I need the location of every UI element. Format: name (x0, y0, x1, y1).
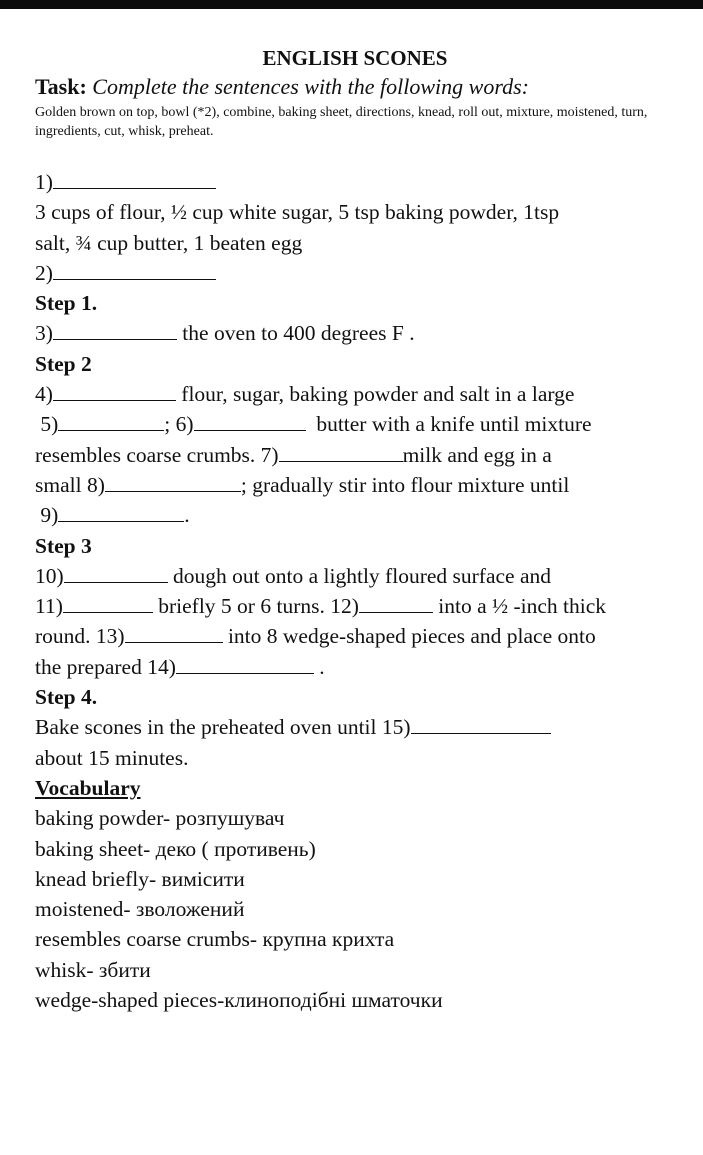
vocabulary-item: knead briefly- вимісити (35, 866, 245, 891)
ingredients-line-1: 3 cups of flour, ½ cup white sugar, 5 tsp baking powder, 1tsp (35, 200, 560, 225)
blank-10[interactable] (64, 562, 168, 583)
line-11 (35, 591, 675, 621)
vocabulary-heading: Vocabulary (35, 775, 141, 800)
worksheet (35, 44, 675, 1015)
blank-3[interactable] (53, 319, 177, 340)
line-2 (35, 258, 675, 288)
line-9 (35, 500, 675, 530)
task-line (35, 72, 675, 102)
blank-14[interactable] (176, 653, 314, 674)
line-13 (35, 621, 675, 651)
line-15 (35, 712, 675, 742)
ingredients-line-2: salt, ¾ cup butter, 1 beaten egg (35, 230, 303, 255)
blank-9[interactable] (58, 501, 184, 522)
step-4-text-b: about 15 minutes. (35, 745, 189, 770)
line-7 (35, 440, 675, 470)
item-number: 10) (35, 563, 64, 588)
step-3-text-f: the prepared 14) (35, 654, 176, 679)
step-2-text-e: small 8) (35, 472, 105, 497)
step-3-text-a: dough out onto a lightly floured surface and (173, 563, 551, 588)
task-label: Task: (35, 74, 87, 99)
line-5 (35, 409, 675, 439)
vocabulary-item: baking powder- розпушувач (35, 806, 285, 831)
step-2-text-b: butter with a knife until mixture (316, 412, 592, 437)
item-number: 11) (35, 594, 63, 619)
step-4-text-a: Bake scones in the preheated oven until 15) (35, 715, 411, 740)
step-3-heading: Step 3 (35, 533, 92, 558)
line-10 (35, 561, 675, 591)
vocabulary-item: baking sheet- деко ( противень) (35, 836, 316, 861)
blank-15[interactable] (411, 713, 551, 734)
vocabulary-item: wedge-shaped pieces-клиноподібні шматочки (35, 988, 443, 1013)
step-2-text-c: resembles coarse crumbs. 7) (35, 442, 279, 467)
separator-6: ; 6) (164, 412, 194, 437)
item-number: 3) (35, 321, 53, 346)
step-3-text-e: into 8 wedge-shaped pieces and place onto (227, 624, 596, 649)
line-14 (35, 652, 675, 682)
step-4-heading: Step 4. (35, 685, 98, 710)
step-3-text-d: round. 13) (35, 624, 125, 649)
step-2-heading: Step 2 (35, 351, 92, 376)
line-1 (35, 167, 675, 197)
line-3 (35, 318, 675, 348)
step-1-heading: Step 1. (35, 291, 98, 316)
line-4 (35, 379, 675, 409)
item-number: 4) (35, 382, 53, 407)
step-2-text-a: flour, sugar, baking powder and salt in a large (181, 382, 575, 407)
vocabulary-item: moistened- зволожений (35, 897, 245, 922)
page-title: ENGLISH SCONES (262, 46, 448, 70)
step-3-text-b: briefly 5 or 6 turns. 12) (158, 594, 359, 619)
step-3-text-c: into a ½ -inch thick (438, 594, 607, 619)
step-2-text-d: milk and egg in a (402, 442, 552, 467)
blank-7[interactable] (279, 441, 403, 462)
vocabulary-item: whisk- збити (35, 957, 151, 982)
blank-8[interactable] (105, 471, 241, 492)
blank-4[interactable] (53, 380, 176, 401)
blank-1[interactable] (53, 168, 216, 189)
vocabulary-item: resembles coarse crumbs- крупна крихта (35, 927, 395, 952)
blank-11[interactable] (63, 592, 153, 613)
item-number: 2) (35, 260, 53, 285)
task-instruction: Complete the sentences with the following words: (92, 74, 529, 99)
item-number: 1) (35, 170, 53, 194)
blank-2[interactable] (53, 259, 216, 280)
word-bank: Golden brown on top, bowl (*2), combine, baking sheet, directions, knead, roll out, mixture, moistened, turn, ingredients, cut, whisk, preheat. (35, 105, 648, 139)
blank-13[interactable] (125, 622, 223, 643)
blank-5[interactable] (58, 410, 164, 431)
step-2-end: . (184, 503, 190, 528)
blank-6[interactable] (194, 410, 306, 431)
blank-12[interactable] (359, 592, 433, 613)
top-bar (0, 0, 703, 9)
line-8 (35, 470, 675, 500)
step-3-end: . (319, 654, 325, 679)
item-number: 5) (40, 412, 59, 437)
step-1-text: the oven to 400 degrees F . (182, 321, 415, 346)
item-number: 9) (40, 503, 59, 528)
step-2-text-f: ; gradually stir into flour mixture until (240, 472, 570, 497)
